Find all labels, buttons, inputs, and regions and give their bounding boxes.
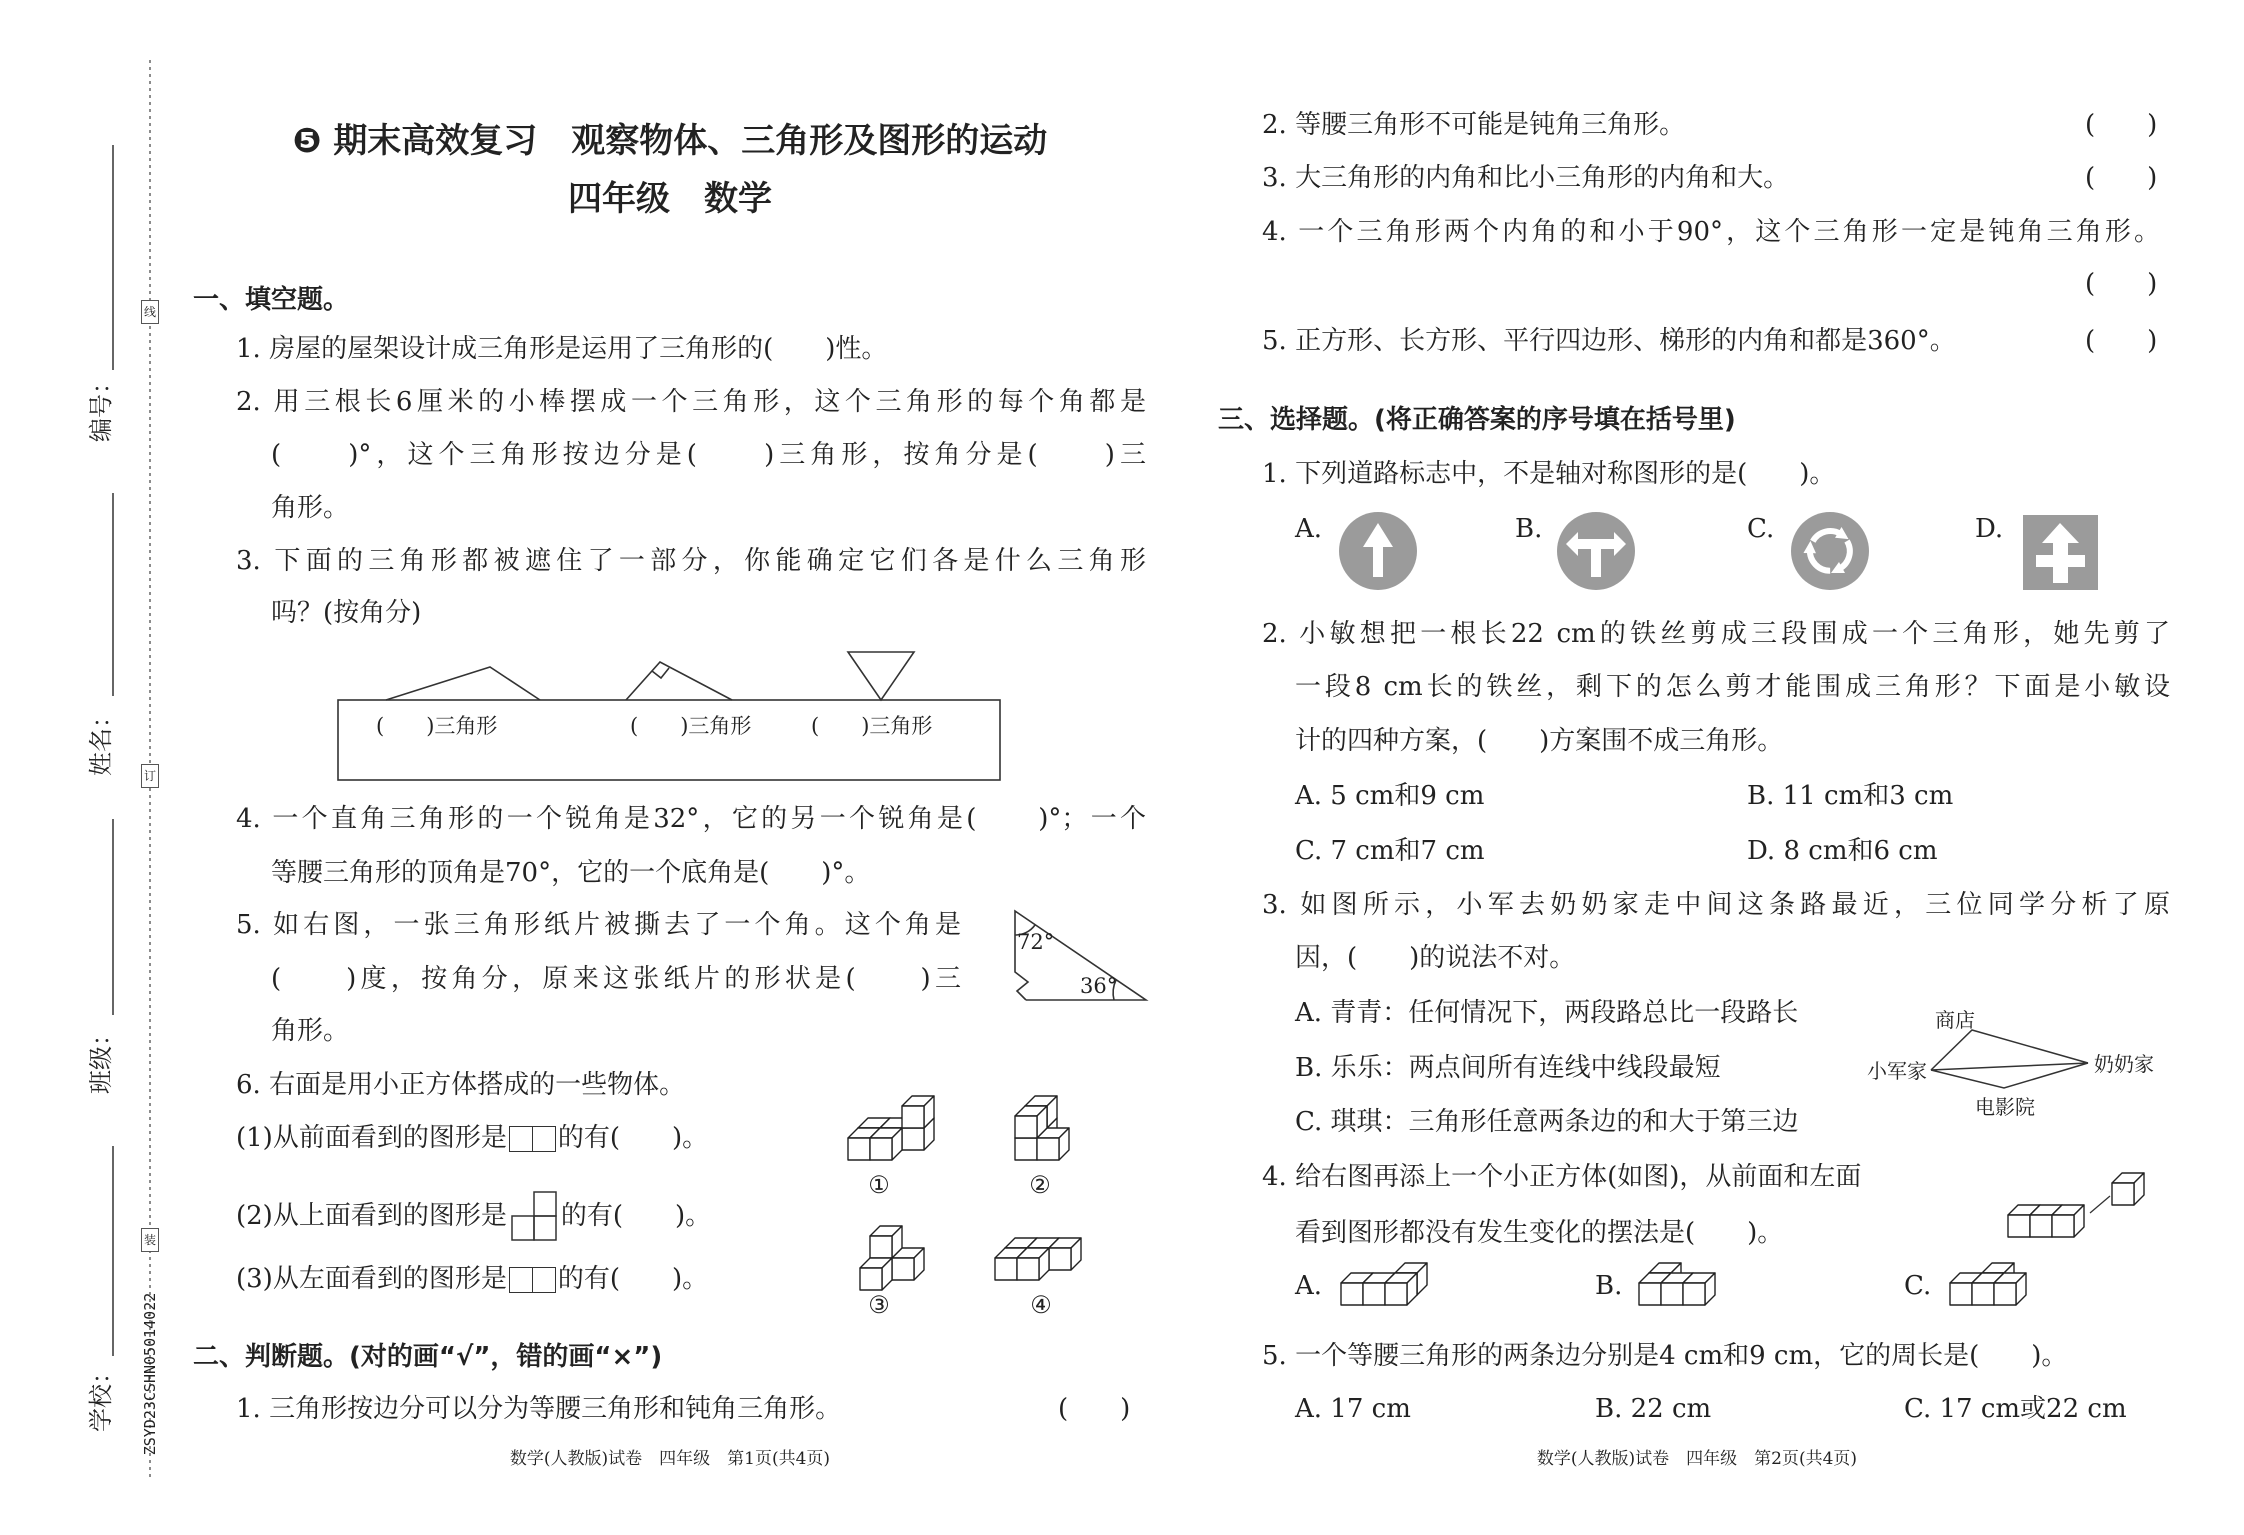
fill-q3-line2: 吗？(按角分) [271, 598, 422, 628]
fill-q4-line2: 等腰三角形的顶角是70°，它的一个底角是( )°。 [271, 858, 871, 888]
binding-mark-staple: 订 [141, 764, 159, 788]
choice-q4-line1: 4. 给右图再添上一个小正方体(如图)，从前面和左面 [1262, 1162, 1862, 1192]
cube-front-face [902, 1128, 924, 1150]
fill-q4-line1: 4. 一个直角三角形的一个锐角是32°，它的另一个锐角是( )°；一个 [236, 804, 1146, 834]
cube-front-face [1015, 1138, 1037, 1160]
footer-left: 数学(人教版)试卷 四年级 第1页(共4页) [509, 1449, 831, 1469]
map-label-grandma: 奶奶家 [2094, 1052, 2154, 1076]
fill-q5-line1: 5. 如右图，一张三角形纸片被撕去了一个角。这个角是 [236, 910, 961, 940]
fill-q3-blank-1: ( )三角形 [376, 714, 498, 738]
choice-q5-option-b[interactable]: B. 22 cm [1595, 1394, 1712, 1424]
judge-q1: 1. 三角形按边分可以分为等腰三角形和钝角三角形。 [236, 1394, 842, 1424]
cube-front-face [1385, 1283, 1407, 1305]
route-map-figure [1931, 1030, 2088, 1088]
cube-front-face [870, 1236, 892, 1258]
part-text: 的有( )。 [557, 1123, 709, 1153]
choice-q1-option-d[interactable]: D. [1975, 514, 2004, 544]
fill-q3-blank-3: ( )三角形 [811, 714, 933, 738]
top-view-shape [509, 1190, 559, 1244]
choice-q3-option-c[interactable]: C. 琪琪：三角形任意两条边的和大于第三边 [1295, 1107, 1799, 1137]
footer-right: 数学(人教版)试卷 四年级 第2页(共4页) [1536, 1449, 1858, 1469]
base-cube-row [2008, 1205, 2084, 1237]
cube-label-3: ③ [868, 1291, 890, 1319]
choice-q1-option-b[interactable]: B. [1515, 514, 1543, 544]
roundabout-sign-icon [1791, 512, 1869, 590]
cube-front-face [848, 1138, 870, 1160]
cube-figure-2 [1015, 1096, 1069, 1160]
triangle-1 [386, 667, 540, 700]
school-label: 学校： [87, 1360, 115, 1432]
fill-q1: 1. 房屋的屋架设计成三角形是运用了三角形的( )性。 [236, 334, 888, 364]
cube-front-face [892, 1258, 914, 1280]
page-title-text: 期末高效复习 观察物体、三角形及图形的运动 [333, 121, 1048, 161]
judge-q4-answer[interactable]: ( ) [2085, 269, 2158, 299]
angle-label-36: 36° [1080, 974, 1118, 998]
paper-code: ZSYD23CSHN05014022 [141, 1292, 159, 1456]
choice-q5-option-a[interactable]: A. 17 cm [1295, 1394, 1411, 1424]
unit-badge: ❺ [292, 121, 322, 161]
cube-label-1: ① [868, 1171, 890, 1199]
judge-q5-answer[interactable]: ( ) [2085, 326, 2158, 356]
part-text: (2)从上面看到的图形是 [236, 1201, 507, 1231]
cube-figure-4 [995, 1238, 1081, 1280]
fill-q6-part2 [236, 1190, 711, 1244]
choice-q3-line1: 3. 如图所示，小军去奶奶家走中间这条路最近，三位同学分析了原 [1262, 890, 2170, 920]
fill-q2-line1: 2. 用三根长6厘米的小棒摆成一个三角形，这个三角形的每个角都是 [236, 387, 1146, 417]
triangle-2 [626, 662, 732, 700]
fill-q6-part3 [236, 1261, 708, 1297]
map-label-shop: 商店 [1935, 1008, 1975, 1032]
right-angle-mark [652, 668, 669, 678]
angle-label-72: 72° [1017, 930, 1055, 954]
left-right-turn-sign-icon [1557, 512, 1635, 590]
binding-mark-line: 线 [141, 300, 159, 324]
page-subtitle: 四年级 数学 [568, 179, 772, 219]
judge-q3-answer[interactable]: ( ) [2085, 163, 2158, 193]
section-choice-heading: 三、选择题。(将正确答案的序号填在括号里) [1218, 405, 1736, 435]
judge-q2: 2. 等腰三角形不可能是钝角三角形。 [1262, 110, 1686, 140]
cube-label-2: ② [1029, 1171, 1051, 1199]
judge-q3: 3. 大三角形的内角和比小三角形的内角和大。 [1262, 163, 1790, 193]
cube-front-face [870, 1138, 892, 1160]
middle-road [1931, 1063, 2088, 1070]
cube-front-face [1950, 1283, 1972, 1305]
cube-option-a [1341, 1263, 1427, 1305]
choice-q1-option-a[interactable]: A. [1295, 514, 1323, 544]
cross-arrow-sign-icon [2023, 515, 2098, 590]
arrow-bar [1576, 539, 1616, 549]
cube-front-face [1037, 1138, 1059, 1160]
cube-front-face [1341, 1283, 1363, 1305]
choice-q3-option-a[interactable]: A. 青青：任何情况下，两段路总比一段路长 [1295, 998, 1799, 1028]
fill-q5-line3: 角形。 [271, 1016, 350, 1046]
cube-front-face [1972, 1283, 1994, 1305]
added-cube-connector [2090, 1196, 2110, 1213]
part-text: 的有( )。 [560, 1201, 712, 1231]
part-text: 的有( )。 [557, 1264, 709, 1294]
choice-q2-option-a[interactable]: A. 5 cm和9 cm [1295, 781, 1485, 811]
sign-disc [1791, 512, 1869, 590]
fill-q6: 6. 右面是用小正方体搭成的一些物体。 [236, 1070, 686, 1100]
cube-front-face [1683, 1283, 1705, 1305]
cube-front-face [860, 1268, 882, 1290]
choice-q1-option-c[interactable]: C. [1747, 514, 1775, 544]
cube-front-face [1639, 1283, 1661, 1305]
fill-q2-line2: ( )°，这个三角形按边分是( )三角形，按角分是( )三 [271, 440, 1146, 470]
cube-front-face [1661, 1283, 1683, 1305]
left-view-shape [509, 1267, 556, 1293]
arrow-stem [1591, 545, 1601, 577]
id-label: 编号： [87, 370, 115, 442]
cube-label-4: ④ [1030, 1291, 1052, 1319]
cube-front-face [995, 1258, 1017, 1280]
section-judge-heading: 二、判断题。(对的画“√”，错的画“×”) [193, 1342, 663, 1372]
cube-figure-1 [848, 1096, 934, 1160]
triangle-3 [848, 652, 914, 700]
cube-front-face [2030, 1215, 2052, 1237]
cube-front-face [2008, 1215, 2030, 1237]
cube-front-face [1015, 1116, 1037, 1138]
choice-q2-option-b[interactable]: B. 11 cm和3 cm [1747, 781, 1954, 811]
added-cube [2112, 1173, 2144, 1205]
choice-q5-option-c[interactable]: C. 17 cm或22 cm [1904, 1394, 2127, 1424]
front-view-shape [509, 1126, 556, 1152]
fill-q6-part1 [236, 1120, 708, 1156]
choice-q4-option-b[interactable]: B. [1595, 1271, 1623, 1301]
choice-q4-line2: 看到图形都没有发生变化的摆法是( )。 [1295, 1218, 1784, 1248]
judge-q4: 4. 一个三角形两个内角的和小于90°，这个三角形一定是钝角三角形。 [1262, 217, 2160, 247]
choice-q4-option-c[interactable]: C. [1904, 1271, 1932, 1301]
judge-q1-answer[interactable]: ( ) [1058, 1394, 1131, 1424]
choice-q3-option-b[interactable]: B. 乐乐：两点间所有连线中线段最短 [1295, 1053, 1721, 1083]
choice-q2-line3: 计的四种方案，( )方案围不成三角形。 [1295, 726, 1784, 756]
part-text: (1)从前面看到的图形是 [236, 1123, 507, 1153]
cube-figure-3 [860, 1226, 924, 1290]
cube-front-face [2052, 1215, 2074, 1237]
cube-front-face [1363, 1283, 1385, 1305]
cube-front-face [2112, 1183, 2134, 1205]
cube-front-face [1017, 1258, 1039, 1280]
binding-mark-bind: 装 [141, 1228, 159, 1252]
fill-q5-line2: ( )度，按角分，原来这张纸片的形状是( )三 [271, 964, 961, 994]
cube-front-face [902, 1106, 924, 1128]
arrow-shaft [1373, 543, 1383, 577]
fill-q2-line3: 角形。 [271, 493, 350, 523]
choice-q2-line1: 2. 小敏想把一根长22 cm的铁丝剪成三段围成一个三角形，她先剪了 [1262, 619, 2170, 649]
fill-q3-line1: 3. 下面的三角形都被遮住了一部分，你能确定它们各是什么三角形 [236, 546, 1146, 576]
section-fill-heading: 一、填空题。 [193, 285, 350, 315]
judge-q2-answer[interactable]: ( ) [2085, 110, 2158, 140]
choice-q1: 1. 下列道路标志中，不是轴对称图形的是( )。 [1262, 459, 1836, 489]
cube-front-face [1049, 1248, 1071, 1270]
page-title [240, 120, 1100, 162]
class-label: 班级： [87, 1022, 115, 1094]
fill-q3-blank-2: ( )三角形 [630, 714, 752, 738]
cube-option-b [1639, 1263, 1715, 1305]
cube-option-c [1950, 1263, 2026, 1305]
choice-q2-line2: 一段8 cm长的铁丝，剩下的怎么剪才能围成三角形？下面是小敏设 [1295, 672, 2170, 702]
choice-q3-line2: 因，( )的说法不对。 [1295, 943, 1576, 973]
straight-ahead-sign-icon [1339, 512, 1417, 590]
choice-q4-option-a[interactable]: A. [1295, 1271, 1323, 1301]
judge-q5: 5. 正方形、长方形、平行四边形、梯形的内角和都是360°。 [1262, 326, 1956, 356]
choice-q5: 5. 一个等腰三角形的两条边分别是4 cm和9 cm，它的周长是( )。 [1262, 1341, 2068, 1371]
map-label-home: 小军家 [1867, 1059, 1927, 1083]
choice-q2-option-d[interactable]: D. 8 cm和6 cm [1747, 836, 1938, 866]
map-label-cinema: 电影院 [1975, 1095, 2035, 1119]
choice-q2-option-c[interactable]: C. 7 cm和7 cm [1295, 836, 1485, 866]
cube-front-face [1994, 1283, 2016, 1305]
part-text: (3)从左面看到的图形是 [236, 1264, 507, 1294]
name-label: 姓名： [87, 704, 115, 776]
